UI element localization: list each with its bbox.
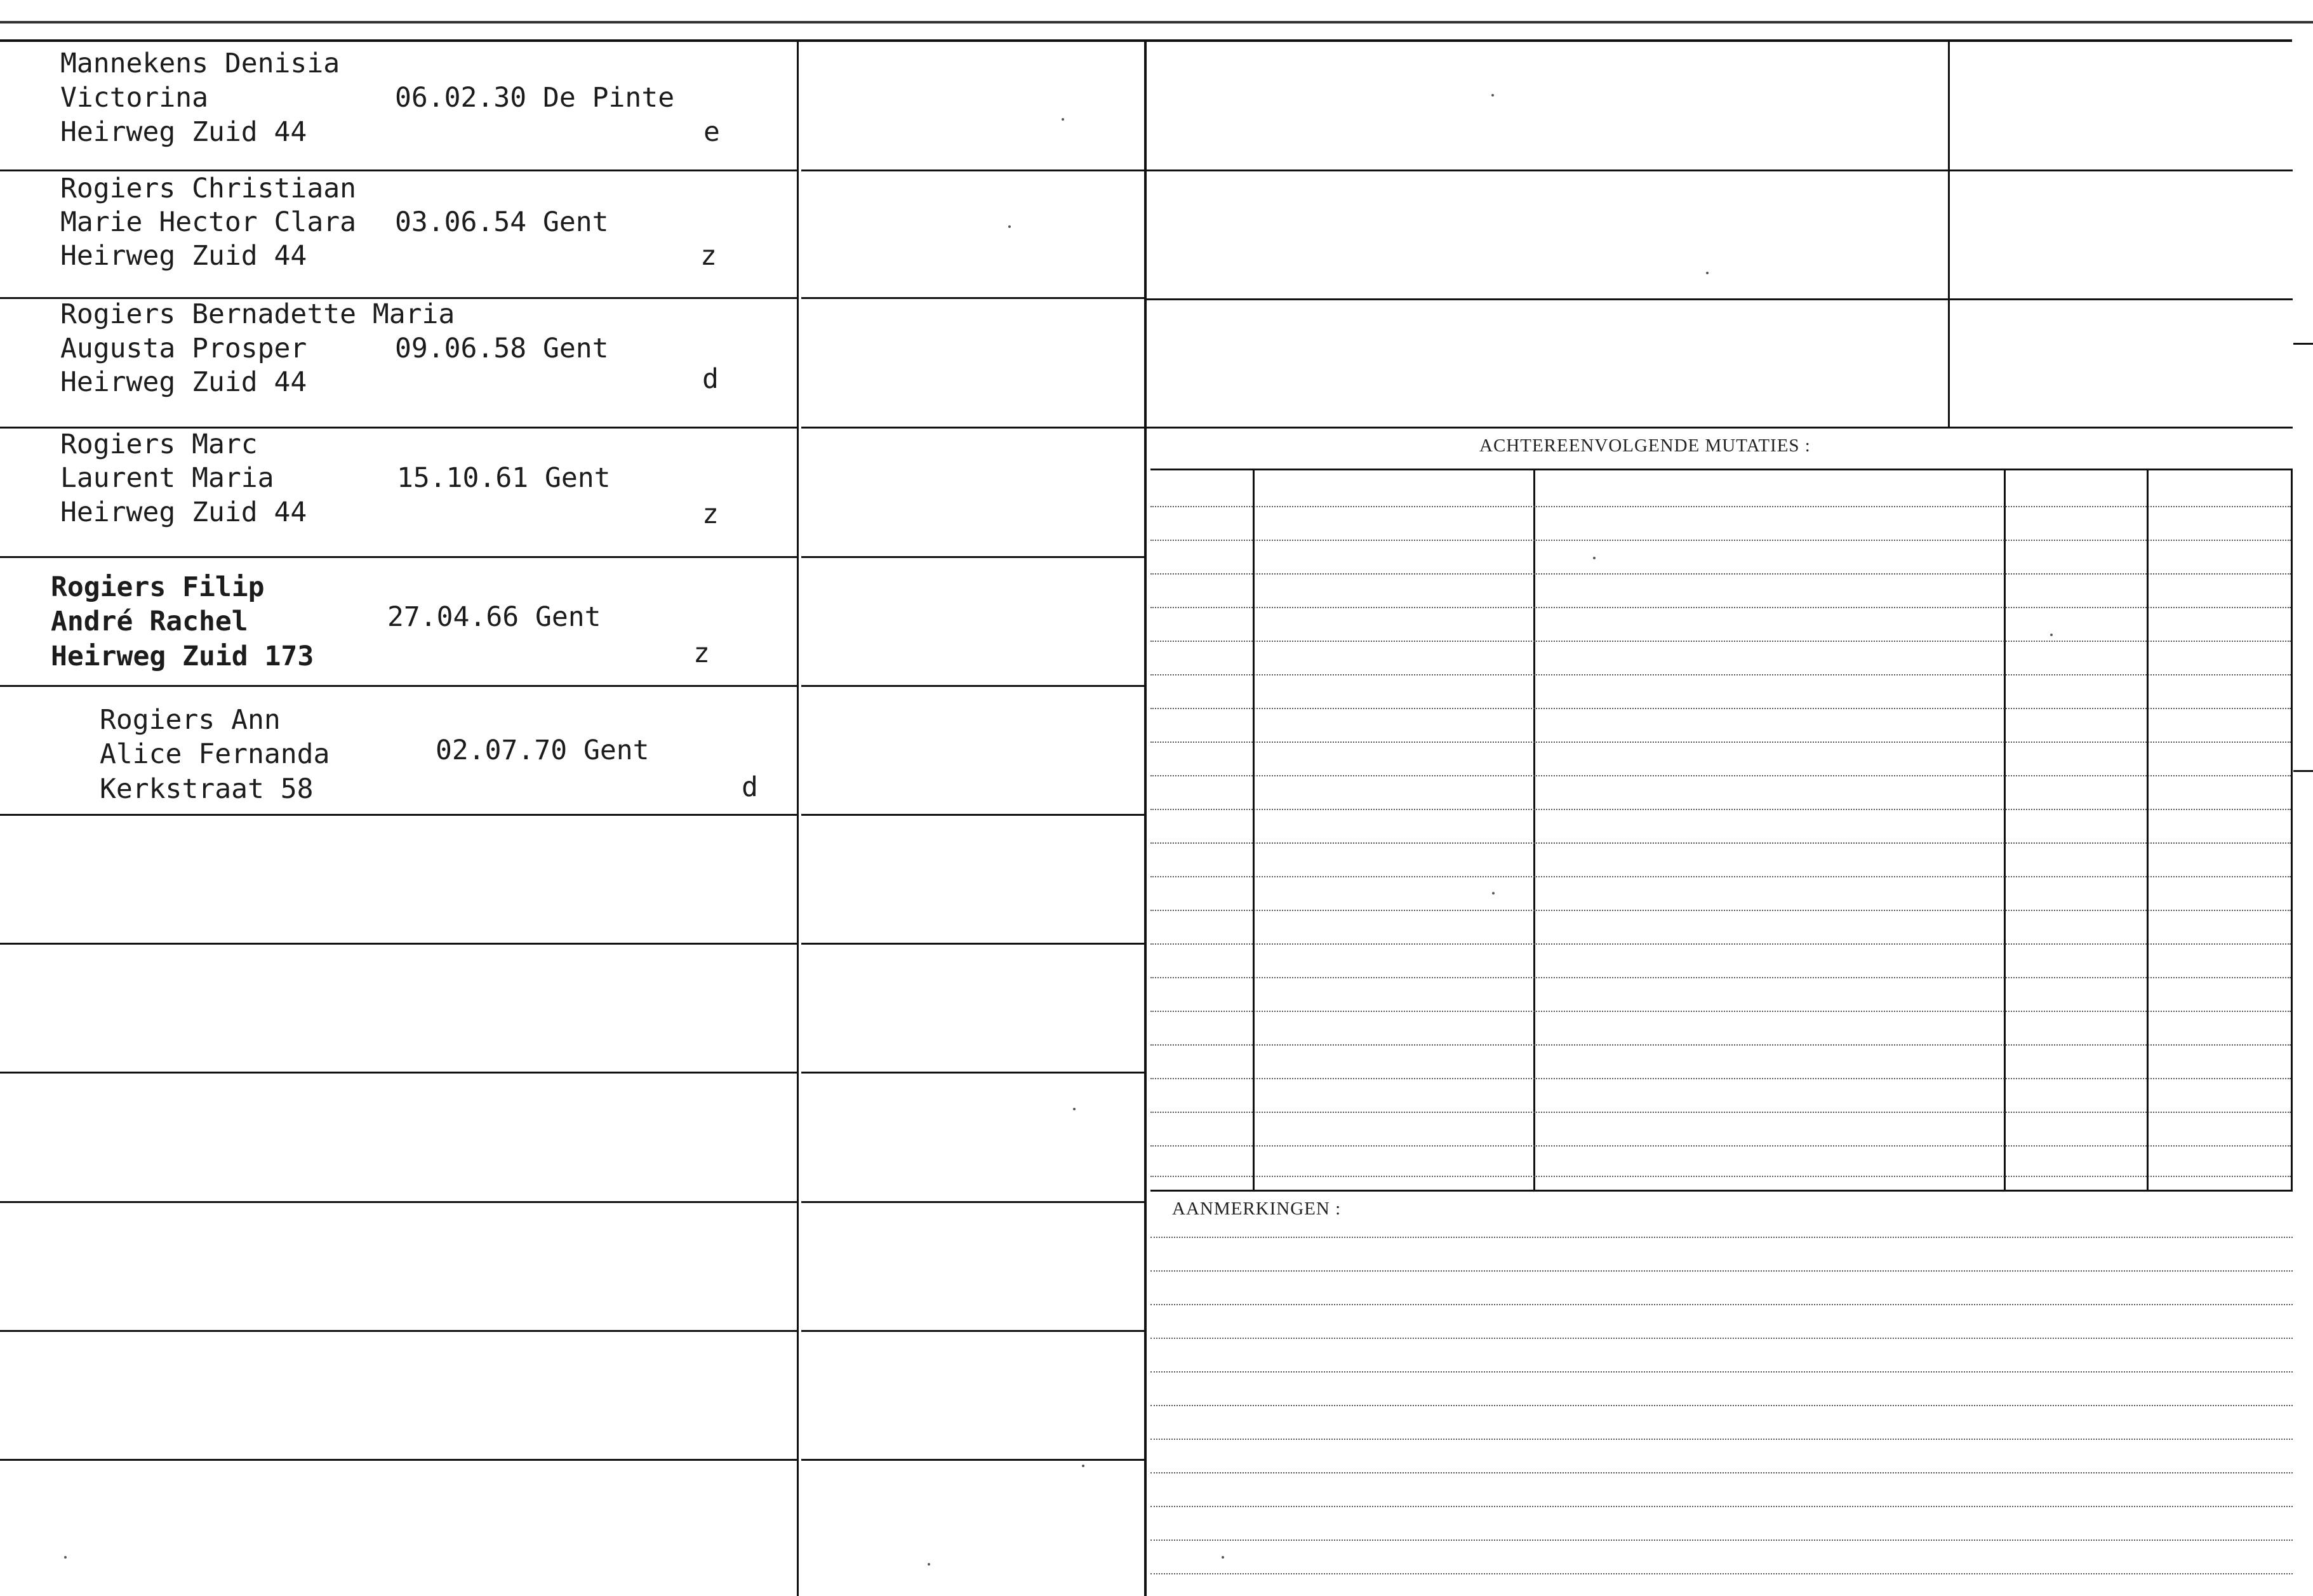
entry-code: d [702,363,719,395]
entry-birth: 09.06.58 Gent [395,333,609,364]
remarks-ruled-line [1150,1539,2293,1541]
mid-row-divider [801,1459,1144,1461]
remarks-ruled-line [1150,1371,2293,1373]
entry-code: e [703,116,720,148]
right-row-divider [1147,170,2293,171]
remarks-ruled-line [1150,1338,2293,1339]
left-row-divider [0,556,797,558]
entry-given-names: Laurent Maria [60,462,274,494]
mid-row-divider [801,1072,1144,1074]
left-row-divider [0,685,797,687]
remarks-ruled-line [1150,1270,2293,1272]
scan-speck [1491,94,1494,96]
left-row-divider [0,1201,797,1203]
mid-row-divider [801,685,1144,687]
mutations-ruled-line [1150,1011,2291,1012]
remarks-ruled-line [1150,1304,2293,1305]
entry-surname: Rogiers Bernadette Maria [60,298,455,330]
mutations-table-column [1533,470,1535,1190]
scan-speck [1492,892,1495,894]
entry-code: d [742,771,758,803]
entry-code: z [702,498,719,530]
scan-speck [1082,1465,1084,1467]
mid-row-divider [801,1330,1144,1332]
entry-given-names: Alice Fernanda [100,738,330,770]
entry-birth: 03.06.54 Gent [395,206,609,238]
scan-speck [1008,225,1011,228]
scan-speck [928,1563,930,1566]
scan-speck [64,1556,67,1559]
mutations-table-column [2004,470,2006,1190]
entry-code: z [700,240,717,272]
scan-speck [1593,557,1596,559]
left-row-divider [0,943,797,945]
scan-speck [1222,1556,1224,1559]
entry-address: Kerkstraat 58 [100,773,314,805]
mid-row-divider [801,943,1144,945]
mutations-ruled-line [1150,876,2291,877]
mutations-table-column [2147,470,2149,1190]
entry-given-names: André Rachel [51,606,248,637]
mutations-ruled-line [1150,708,2291,709]
entry-address: Heirweg Zuid 44 [60,366,307,398]
right-row-divider [1147,427,2293,429]
mid-row-divider [801,814,1144,816]
mutations-ruled-line [1150,1176,2291,1177]
entry-surname: Rogiers Christiaan [60,173,356,204]
scan-speck [2050,634,2053,636]
entry-address: Heirweg Zuid 44 [60,116,307,148]
entry-given-names: Marie Hector Clara [60,206,356,238]
scan-speck [1706,272,1709,274]
entry-birth: 02.07.70 Gent [436,735,650,766]
entry-address: Heirweg Zuid 44 [60,240,307,272]
edge-mark [2293,343,2313,345]
mutations-ruled-line [1150,775,2291,776]
mutations-ruled-line [1150,1145,2291,1147]
mutations-ruled-line [1150,741,2291,743]
entry-surname: Rogiers Filip [51,571,265,603]
scan-speck [1062,118,1064,121]
left-row-divider [0,1459,797,1461]
entry-given-names: Victorina [60,82,208,114]
entry-surname: Rogiers Ann [100,704,281,736]
column-divider [797,42,799,1596]
mutations-ruled-line [1150,641,2291,642]
left-row-divider [0,814,797,816]
mid-row-divider [801,297,1144,299]
entry-birth: 15.10.61 Gent [397,462,611,494]
remarks-heading: AANMERKINGEN : [1172,1199,1342,1219]
right-column-divider [1948,42,1950,427]
left-row-divider [0,1072,797,1074]
mid-row-divider [801,556,1144,558]
edge-mark [2293,770,2313,772]
mutations-ruled-line [1150,1078,2291,1079]
remarks-ruled-line [1150,1573,2293,1574]
remarks-ruled-line [1150,1472,2293,1473]
remarks-ruled-line [1150,1439,2293,1440]
remarks-ruled-line [1150,1405,2293,1406]
mutations-ruled-line [1150,842,2291,844]
mutations-ruled-line [1150,1044,2291,1046]
entry-address: Heirweg Zuid 44 [60,496,307,528]
right-row-divider [1147,298,2293,300]
mutations-ruled-line [1150,977,2291,978]
mutations-ruled-line [1150,674,2291,675]
entry-surname: Rogiers Marc [60,429,258,460]
entry-code: z [693,637,710,669]
mutations-ruled-line [1150,506,2291,507]
entry-surname: Mannekens Denisia [60,48,340,79]
scan-speck [1073,1108,1076,1110]
entry-given-names: Augusta Prosper [60,333,307,364]
entry-birth: 06.02.30 De Pinte [395,82,675,114]
mutations-heading: ACHTEREENVOLGENDE MUTATIES : [1479,436,1811,456]
mutations-ruled-line [1150,607,2291,608]
top-border [0,21,2313,23]
mid-row-divider [801,1201,1144,1203]
entry-birth: 27.04.66 Gent [387,601,601,633]
mutations-ruled-line [1150,809,2291,810]
mid-row-divider [801,427,1144,429]
mutations-table-top [1150,469,2293,470]
mutations-ruled-line [1150,573,2291,575]
left-row-divider [0,1330,797,1332]
mutations-ruled-line [1150,910,2291,911]
mutations-table-column [2291,470,2293,1190]
mutations-table-column [1253,470,1255,1190]
entry-address: Heirweg Zuid 173 [51,641,314,672]
remarks-ruled-line [1150,1506,2293,1507]
remarks-ruled-line [1150,1237,2293,1238]
mutations-table-bottom [1150,1190,2293,1192]
mutations-ruled-line [1150,540,2291,541]
mid-row-divider [801,170,1144,171]
column-divider [1144,42,1147,1596]
mutations-ruled-line [1150,1112,2291,1113]
mutations-ruled-line [1150,943,2291,945]
